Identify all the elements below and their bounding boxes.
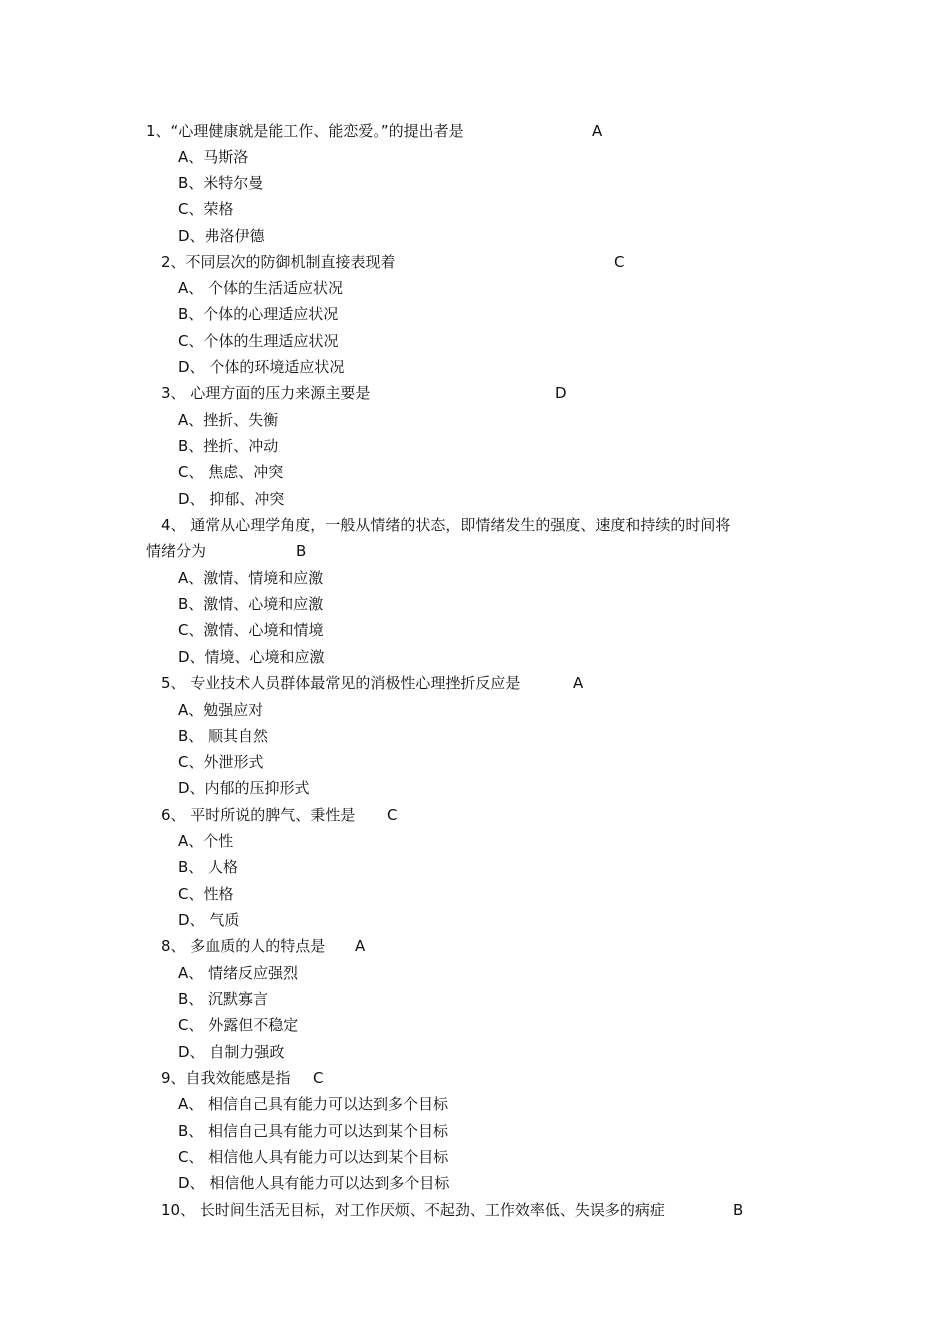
option-item: D、 相信他人具有能力可以达到多个目标 [178, 1174, 450, 1192]
option-item: A、马斯洛 [178, 148, 249, 166]
option-item: C、个体的生理适应状况 [178, 332, 339, 350]
answer-key: C [313, 1069, 324, 1087]
option-item: B、 相信自己具有能力可以达到某个目标 [178, 1122, 449, 1140]
option-item: B、 人格 [178, 858, 239, 876]
option-item: C、 相信他人具有能力可以达到某个目标 [178, 1148, 449, 1166]
option-item: A、 个体的生活适应状况 [178, 279, 344, 297]
option-item: A、勉强应对 [178, 701, 264, 719]
question-stem: 8、 多血质的人的特点是 A [161, 937, 366, 955]
option-item: C、性格 [178, 885, 234, 903]
question-stem: 10、 长时间生活无目标，对工作厌烦、不起劲、工作效率低、失误多的病症 B [161, 1201, 744, 1219]
option-item: B、挫折、冲动 [178, 437, 279, 455]
answer-key: B [733, 1201, 744, 1219]
option-item: B、 沉默寡言 [178, 990, 269, 1008]
option-item: D、 自制力强政 [178, 1043, 285, 1061]
answer-key: C [387, 806, 398, 824]
question-stem-continued: 情绪分为 B [146, 542, 307, 560]
option-item: D、 抑郁、冲突 [178, 490, 285, 508]
option-item: B、个体的心理适应状况 [178, 305, 339, 323]
answer-key: D [555, 384, 567, 402]
answer-key: A [573, 674, 584, 692]
question-stem: 6、 平时所说的脾气、秉性是 C [161, 806, 398, 824]
question-stem: 9、自我效能感是指 C [161, 1069, 324, 1087]
option-item: C、激情、心境和情境 [178, 621, 324, 639]
option-item: D、情境、心境和应激 [178, 648, 325, 666]
question-stem: 1、“心理健康就是能工作、能恋爱。”的提出者是 A [146, 122, 603, 140]
option-item: D、 个体的环境适应状况 [178, 358, 345, 376]
option-item: D、 气质 [178, 911, 240, 929]
question-stem: 5、 专业技术人员群体最常见的消极性心理挫折反应是 A [161, 674, 584, 692]
answer-key: B [296, 542, 307, 560]
option-item: B、激情、心境和应激 [178, 595, 324, 613]
question-stem: 4、 通常从心理学角度，一般从情绪的状态，即情绪发生的强度、速度和持续的时间将 [161, 516, 731, 534]
option-item: C、外泄形式 [178, 753, 264, 771]
question-stem: 2、不同层次的防御机制直接表现着 C [161, 253, 625, 271]
option-item: A、 相信自己具有能力可以达到多个目标 [178, 1095, 449, 1113]
question-stem: 3、 心理方面的压力来源主要是 D [161, 384, 567, 402]
option-item: A、挫折、失衡 [178, 411, 279, 429]
option-item: D、弗洛伊德 [178, 227, 265, 245]
answer-key: C [614, 253, 625, 271]
option-item: C、 焦虑、冲突 [178, 463, 284, 481]
option-item: A、激情、情境和应激 [178, 569, 324, 587]
option-item: C、 外露但不稳定 [178, 1016, 299, 1034]
option-item: C、荣格 [178, 200, 234, 218]
option-item: A、个性 [178, 832, 234, 850]
option-item: D、内郁的压抑形式 [178, 779, 310, 797]
option-item: A、 情绪反应强烈 [178, 964, 299, 982]
answer-key: A [592, 122, 603, 140]
option-item: B、米特尔曼 [178, 174, 264, 192]
answer-key: A [355, 937, 366, 955]
option-item: B、 顺其自然 [178, 727, 269, 745]
